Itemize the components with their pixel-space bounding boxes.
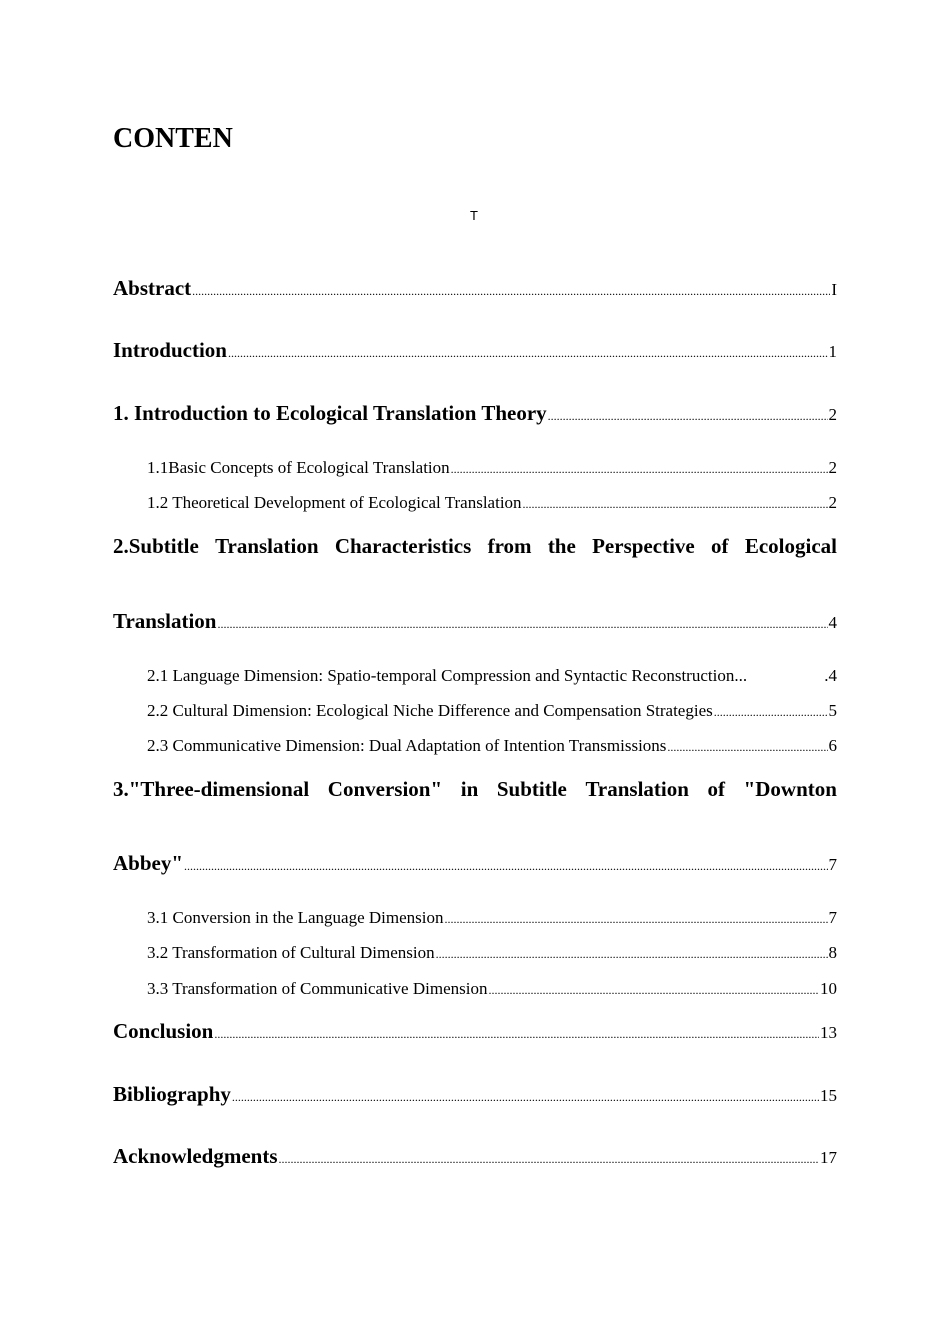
toc-entry-label: 2.3 Communicative Dimension: Dual Adaptation of Intention Transmissions	[147, 736, 667, 755]
toc-entry-section-3-2[interactable]	[147, 943, 837, 963]
toc-entry-section-1-1[interactable]	[147, 458, 837, 478]
toc-entry-label: Introduction	[113, 338, 227, 362]
toc-entry-label: Bibliography	[113, 1082, 231, 1106]
toc-word: of	[711, 534, 729, 558]
dot-leader	[184, 859, 827, 874]
toc-title-tail: T	[470, 208, 478, 223]
toc-page-number: 2	[828, 493, 837, 512]
dot-leader	[488, 983, 819, 998]
toc-entry-chapter-1[interactable]	[113, 401, 837, 426]
dot-leader	[214, 1027, 819, 1042]
toc-page-number: 7	[828, 855, 837, 874]
toc-entry-chapter-3-line2[interactable]	[113, 851, 837, 876]
toc-entry-label: 3.3 Transformation of Communicative Dimension	[147, 979, 488, 998]
toc-entry-bibliography[interactable]	[113, 1082, 837, 1107]
toc-word: Translation	[215, 534, 319, 558]
toc-entry-chapter-3-line1[interactable]	[113, 777, 837, 802]
toc-entry-chapter-2-line1[interactable]	[113, 534, 837, 559]
toc-page-number: .4	[824, 666, 837, 685]
toc-entry-introduction[interactable]	[113, 338, 837, 363]
toc-entry-label: 3.1 Conversion in the Language Dimension	[147, 908, 444, 927]
toc-word: Conversion"	[327, 777, 443, 801]
dot-leader	[192, 284, 830, 299]
toc-word: of	[707, 777, 726, 801]
toc-word: Subtitle	[496, 777, 567, 801]
toc-page-number: 1	[828, 342, 837, 361]
toc-page-number: 15	[820, 1086, 837, 1105]
toc-entry-label: 2.1 Language Dimension: Spatio-temporal Compression and Syntactic Reconstruction...	[147, 666, 748, 685]
dot-leader	[714, 705, 828, 720]
toc-page-number: 5	[828, 701, 837, 720]
toc-word: Characteristics	[334, 534, 472, 558]
dot-leader	[228, 346, 828, 361]
toc-page-number: 4	[828, 613, 837, 632]
toc-entry-chapter-2-line2[interactable]	[113, 609, 837, 634]
toc-page-number: 10	[820, 979, 837, 998]
dot-leader	[548, 409, 828, 424]
toc-page-number: 6	[828, 736, 837, 755]
toc-entry-section-3-1[interactable]	[147, 908, 837, 928]
dot-leader	[232, 1090, 819, 1105]
toc-word: "Downton	[743, 777, 837, 801]
dot-leader	[217, 617, 827, 632]
toc-entry-label: 2.2 Cultural Dimension: Ecological Niche Difference and Compensation Strategies	[147, 701, 713, 720]
toc-entry-label: 3.2 Transformation of Cultural Dimension	[147, 943, 435, 962]
toc-entry-section-2-3[interactable]	[147, 736, 837, 756]
toc-page-number: 2	[828, 458, 837, 477]
dot-leader	[667, 740, 827, 755]
toc-word: from	[487, 534, 532, 558]
dot-leader	[451, 462, 828, 477]
toc-page-number: 17	[820, 1148, 837, 1167]
toc-entry-section-2-2[interactable]	[147, 701, 837, 721]
toc-title: CONTEN	[113, 123, 233, 154]
toc-entry-label: Conclusion	[113, 1019, 214, 1043]
toc-word: in	[460, 777, 479, 801]
toc-page-number: I	[831, 280, 837, 299]
toc-entry-label: 1.2 Theoretical Development of Ecological Translation	[147, 493, 522, 512]
toc-entry-section-2-1[interactable]	[147, 666, 837, 686]
toc-word: Ecological	[744, 534, 837, 558]
toc-entry-acknowledgments[interactable]	[113, 1144, 837, 1169]
toc-page-number: 7	[828, 908, 837, 927]
toc-word: the	[547, 534, 576, 558]
toc-word: Translation	[585, 777, 689, 801]
toc-entry-section-1-2[interactable]	[147, 493, 837, 513]
toc-page-number: 13	[820, 1023, 837, 1042]
toc-entry-label: Abstract	[113, 276, 192, 300]
dot-leader	[445, 912, 828, 927]
toc-entry-label: 1. Introduction to Ecological Translation Theory	[113, 401, 547, 425]
toc-entry-label: Acknowledgments	[113, 1144, 278, 1168]
toc-entry-label: 1.1Basic Concepts of Ecological Translation	[147, 458, 450, 477]
toc-word: 3."Three-dimensional	[113, 777, 310, 801]
dot-leader	[523, 497, 828, 512]
toc-entry-section-3-3[interactable]	[147, 979, 837, 999]
dot-leader	[436, 947, 828, 962]
toc-page-number: 8	[828, 943, 837, 962]
toc-entry-conclusion[interactable]	[113, 1019, 837, 1044]
toc-word: Perspective	[592, 534, 695, 558]
toc-entry-label: Abbey"	[113, 851, 184, 875]
toc-entry-label: Translation	[113, 609, 217, 633]
toc-entry-abstract[interactable]	[113, 276, 837, 301]
toc-word: 2.Subtitle	[113, 534, 199, 558]
toc-page-number: 2	[828, 405, 837, 424]
dot-leader	[279, 1152, 819, 1167]
